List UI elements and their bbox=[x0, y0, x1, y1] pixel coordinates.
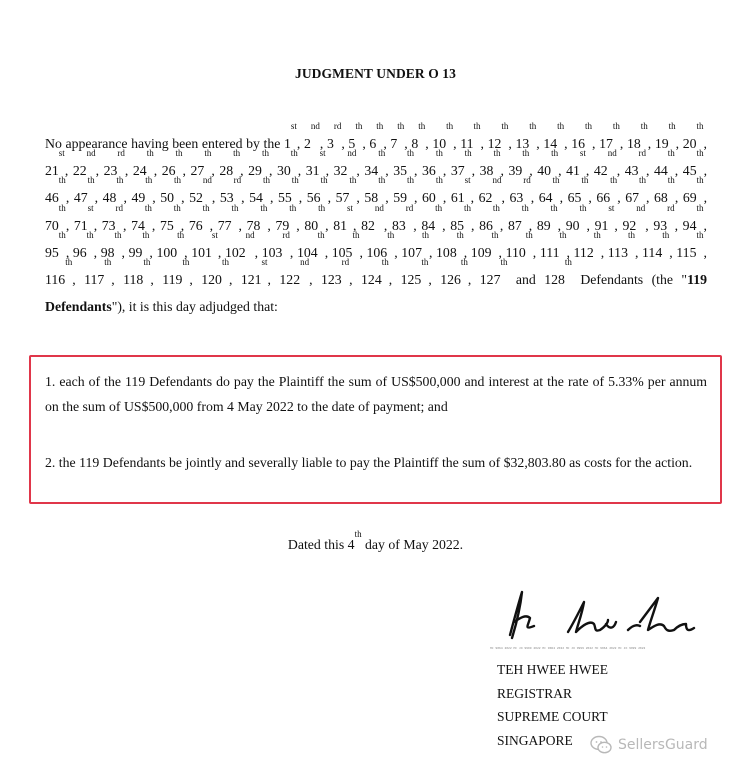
registrar-court: SUPREME COURT bbox=[497, 709, 608, 724]
defendant-ordinal: 115th bbox=[676, 229, 704, 260]
defendant-ordinal: 126th bbox=[440, 257, 468, 288]
defendant-ordinal: 58th bbox=[364, 175, 386, 206]
defendant-ordinal: 112th bbox=[573, 229, 601, 260]
defendant-ordinal: 77th bbox=[217, 202, 239, 233]
defendant-ordinal: 100th bbox=[156, 229, 185, 260]
defendant-ordinal: 43rd bbox=[624, 148, 646, 179]
defendant-ordinal: 36th bbox=[422, 148, 443, 179]
defendant-ordinal: 12th bbox=[487, 121, 509, 151]
defendant-ordinal: 83rd bbox=[391, 202, 414, 233]
defendant-ordinal: 16th bbox=[571, 121, 593, 151]
defendant-ordinal: 114th bbox=[642, 229, 670, 260]
defendant-ordinal: 13th bbox=[515, 121, 537, 151]
defendant-ordinal: 53rd bbox=[219, 175, 242, 206]
judgment-title: JUDGMENT UNDER O 13 bbox=[294, 66, 457, 81]
preamble-tail: "), it is this day adjudged that: bbox=[111, 299, 278, 315]
defendant-ordinal: 110th bbox=[505, 229, 533, 260]
defendant-ordinal: 41st bbox=[566, 148, 586, 179]
registrar-signature bbox=[490, 580, 705, 655]
defendant-ordinal: 10th bbox=[432, 121, 454, 151]
defendant-ordinal: 24th bbox=[132, 148, 154, 179]
order-item-1: 1. each of the 119 Defendants do pay the Plaintiff the sum of US$500,000 and interest at the rate of 5.33% per annum on the sum of US$500,000 from 4 May 2022 to the date of payment; and bbox=[45, 374, 707, 414]
defendant-ordinal: 48th bbox=[102, 175, 124, 206]
defendant-ordinal: 32nd bbox=[333, 148, 357, 179]
registrar-country: SINGAPORE bbox=[497, 732, 573, 748]
defendant-ordinal: 81st bbox=[333, 202, 354, 233]
defendant-ordinal: 1st bbox=[283, 121, 297, 151]
defendant-ordinal: 82nd bbox=[361, 202, 384, 233]
defendant-ordinal: 111th bbox=[539, 229, 567, 260]
defendant-ordinal: 21st bbox=[45, 148, 65, 179]
defendant-ordinal: 73rd bbox=[101, 202, 124, 233]
defendant-ordinal: 71st bbox=[73, 202, 94, 233]
preamble-and: and bbox=[515, 272, 545, 288]
defendant-ordinal: 42nd bbox=[593, 148, 617, 179]
defendant-ordinal: 94th bbox=[682, 202, 704, 233]
defendant-ordinal: 49th bbox=[131, 175, 153, 206]
defendant-ordinal: 109th bbox=[470, 229, 499, 260]
defendant-ordinal: 79th bbox=[275, 202, 297, 233]
watermark bbox=[590, 735, 708, 755]
dated-suffix: day of May 2022. bbox=[361, 537, 464, 552]
defendant-ordinal: 116th bbox=[45, 257, 73, 288]
defendant-ordinal: 106th bbox=[366, 229, 395, 260]
defendant-ordinal: 66th bbox=[596, 175, 618, 206]
defendant-ordinal: 92nd bbox=[622, 202, 646, 233]
defendant-ordinal: 3rd bbox=[326, 121, 342, 151]
defendant-ordinal: 125th bbox=[400, 257, 429, 288]
dated-line bbox=[0, 529, 751, 553]
defendant-ordinal: 17th bbox=[599, 121, 620, 151]
defendant-ordinal: 103rd bbox=[261, 229, 290, 260]
defendant-ordinal: 76th bbox=[188, 202, 210, 233]
defendant-ordinal: 57th bbox=[335, 175, 357, 206]
defendant-ordinal: 38th bbox=[479, 148, 501, 179]
defendant-ordinal: 34th bbox=[364, 148, 386, 179]
defendant-ordinal: 67th bbox=[625, 175, 646, 206]
dated-prefix: Dated this 4 bbox=[287, 537, 355, 552]
defendant-ordinal: 11th bbox=[460, 121, 481, 151]
defendant-ordinal: 26th bbox=[161, 148, 183, 179]
defendant-ordinal: 102nd bbox=[224, 229, 255, 260]
defendant-ordinal: 5th bbox=[348, 121, 363, 151]
preamble-lead: No appearance having been entered by the bbox=[45, 136, 284, 151]
defendant-ordinal: 90th bbox=[565, 202, 587, 233]
defendant-ordinal: 55th bbox=[277, 175, 299, 206]
defendant-ordinal: 54th bbox=[249, 175, 270, 206]
defendant-ordinal: 27th bbox=[190, 148, 212, 179]
defendant-ordinal: 75th bbox=[159, 202, 181, 233]
defendant-ordinal: 91st bbox=[594, 202, 615, 233]
defendant-ordinal: 44th bbox=[653, 148, 675, 179]
registrar-title: REGISTRAR bbox=[497, 685, 573, 701]
defendant-ordinal: 19th bbox=[654, 121, 676, 151]
defendant-ordinal: 127th bbox=[479, 257, 508, 288]
defendant-ordinal: 8th bbox=[411, 121, 426, 151]
registrar-name: TEH HWEE HWEE bbox=[497, 662, 608, 677]
defendant-ordinal: 101st bbox=[191, 229, 218, 260]
defendant-ordinal: 96th bbox=[72, 229, 94, 260]
defendant-ordinal: 46th bbox=[45, 175, 66, 206]
defendant-ordinal: 59th bbox=[393, 175, 415, 206]
defendant-ordinal: 108th bbox=[436, 229, 464, 260]
defendant-ordinal: 20th bbox=[682, 121, 704, 151]
defendants-defined-term: 119 Defendants bbox=[45, 272, 707, 315]
defendant-ordinal: 2nd bbox=[303, 121, 320, 151]
defendant-ordinal: 124th bbox=[361, 257, 389, 288]
wechat-icon bbox=[590, 735, 612, 755]
defendant-ordinal: 18th bbox=[626, 121, 648, 151]
defendant-ordinal: 105th bbox=[331, 229, 360, 260]
defendant-ordinal: 62nd bbox=[478, 175, 502, 206]
defendant-ordinal: 35th bbox=[393, 148, 415, 179]
defendant-ordinal: 50th bbox=[160, 175, 182, 206]
defendant-ordinal: 28th bbox=[219, 148, 241, 179]
defendant-ordinal: 98th bbox=[100, 229, 122, 260]
defendant-ordinal: 78th bbox=[246, 202, 268, 233]
defendant-ordinal: 93rd bbox=[653, 202, 675, 233]
defendant-ordinal: 45th bbox=[682, 148, 704, 179]
defendant-ordinal: 119th bbox=[162, 257, 190, 288]
watermark-text: SellersGuard bbox=[618, 737, 708, 753]
defendant-ordinal: 30th bbox=[276, 148, 298, 179]
defendant-ordinal: 23rd bbox=[103, 148, 125, 179]
defendant-ordinal: 113th bbox=[607, 229, 635, 260]
defendant-ordinal: 22nd bbox=[72, 148, 96, 179]
defendant-ordinal: 123rd bbox=[320, 257, 350, 288]
defendant-ordinal: 89th bbox=[536, 202, 558, 233]
defendant-ordinal: 118th bbox=[123, 257, 151, 288]
defendant-ordinal: 6th bbox=[369, 121, 384, 151]
defendant-ordinal: 107th bbox=[401, 229, 429, 260]
signature-microtext: HC 9064 2022 HC JO 9999 2022 HC 9064 2022 HC JO 9999 2022 HC 9064 2022 HC JO 9999 2022 bbox=[490, 646, 646, 650]
defendant-ordinal: 29th bbox=[248, 148, 269, 179]
defendant-ordinal: 85th bbox=[450, 202, 472, 233]
defendant-ordinal: 69th bbox=[682, 175, 704, 206]
defendant-ordinal: 56th bbox=[306, 175, 328, 206]
defendant-ordinal: 120th bbox=[201, 257, 229, 288]
defendant-ordinal: 87th bbox=[507, 202, 529, 233]
defendant-ordinal: 95th bbox=[45, 229, 66, 260]
defendant-ordinal: 40th bbox=[537, 148, 559, 179]
defendant-ordinal: 86th bbox=[479, 202, 500, 233]
defendant-ordinal: 14th bbox=[543, 121, 565, 151]
defendant-ordinal: 63rd bbox=[509, 175, 531, 206]
defendant-ordinal: 60th bbox=[422, 175, 443, 206]
defendant-ordinal: 31st bbox=[305, 148, 326, 179]
defendant-ordinal: 47th bbox=[73, 175, 95, 206]
defendant-ordinal: 61st bbox=[450, 175, 471, 206]
defendant-ordinal: 70th bbox=[45, 202, 66, 233]
defendant-ordinal: 52nd bbox=[189, 175, 212, 206]
defendant-ordinal: 39th bbox=[508, 148, 530, 179]
dated-superscript: th bbox=[354, 529, 362, 539]
defendant-ordinal: 121st bbox=[240, 257, 268, 288]
defendant-ordinal: 122nd bbox=[279, 257, 310, 288]
defendant-ordinal: 37th bbox=[450, 148, 472, 179]
defendant-ordinal: 64th bbox=[538, 175, 560, 206]
defendant-ordinal: 68th bbox=[654, 175, 675, 206]
defendant-ordinal: 128th bbox=[544, 257, 572, 288]
defendant-ordinal: 74th bbox=[131, 202, 152, 233]
preamble-defendants: Defendants (the " bbox=[571, 272, 688, 288]
defendant-ordinal: 104th bbox=[296, 229, 325, 260]
defendant-ordinal: 7th bbox=[390, 121, 405, 151]
defendant-ordinal: 117th bbox=[84, 257, 112, 288]
order-item-2: 2. the 119 Defendants be jointly and severally liable to pay the Plaintiff the sum of $32,803.80 as costs for the action. bbox=[45, 455, 693, 470]
defendant-ordinal: 65th bbox=[567, 175, 589, 206]
preamble-paragraph: No appearance having been entered by the 1st, 2nd, 3rd, 5th, 6th, 7th, 8th, 10th, 11th, 12th, 13th, 14th, 16th, 17th, 18th, 19th, 20th, 21st, 22nd, 23rd, 24th, 26th, 27th, 28th, 29th, 30th, 31st, 32nd, 34th, 35th, 36th, 37th, 38th, 39th, 40th, 41st, 42nd, 43rd, 44th, 45th, 46th, 47th, 48th, 49th, 50th, 52nd, 53rd, 54th, 55th, 56th, 57th, 58th, 59th, 60th, 61st, 62nd, 63rd, 64th, 65th, 66th, 67th, 68th, 69th, 70th, 71st, 73rd, 74th, 75th, 76th, 77th, 78th, 79th, 80th, 81st, 82nd, 83rd, 84th, 85th, 86th, 87th, 89th, 90th, 91st, 92nd, 93rd, 94th, 95th, 96th, 98th, 99th, 100th, 101st, 102nd, 103rd, 104th, 105th, 106th, 107th, 108th, 109th, 110th, 111th, 112th, 113th, 114th, 115th, 116th, 117th, 118th, 119th, 120th, 121st, 122nd, 123rd, 124th, 125th, 126th, 127th and 128th Defendants (the "119 Defendants"), it is this day adjudged that: bbox=[45, 121, 708, 315]
defendant-ordinal: 80th bbox=[304, 202, 326, 233]
defendant-ordinal: 84th bbox=[421, 202, 443, 233]
defendant-ordinal: 99th bbox=[128, 229, 150, 260]
